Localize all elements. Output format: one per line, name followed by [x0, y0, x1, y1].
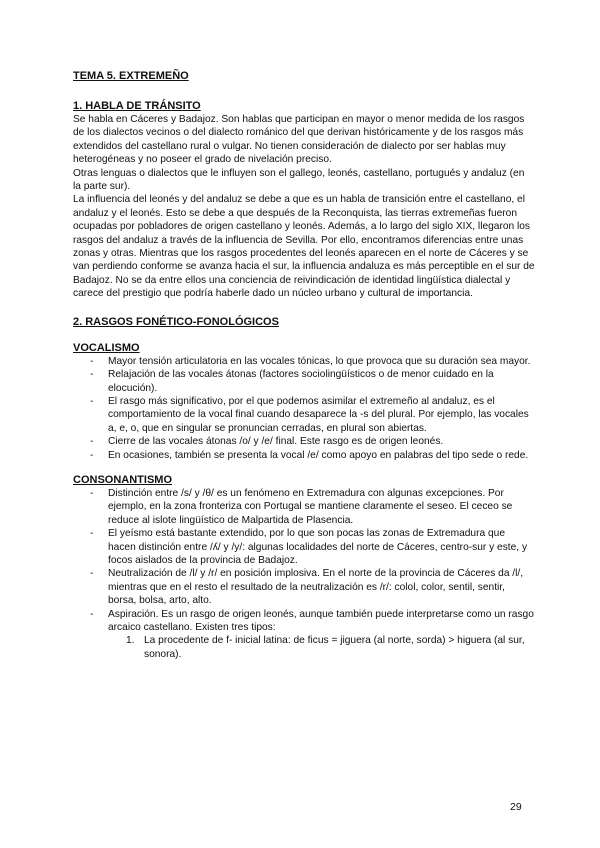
list-item: - El yeísmo está bastante extendido, por lo que son pocas las zonas de Extremadura que hacen distinción entre /ʎ/ y /y/: algunas localidades del norte de Cáceres, centro-sur y este, y focos aislados de la provincia de Badajoz.	[73, 527, 535, 567]
list-item: - Cierre de las vocales átonas /o/ y /e/ final. Este rasgo es de origen leonés.	[73, 435, 535, 448]
list-item: - Relajación de las vocales átonas (factores sociolingüísticos o de menor cuidado en la elocución).	[73, 368, 535, 395]
list-item: - Distinción entre /s/ y /θ/ es un fenómeno en Extremadura con algunas excepciones. Por ejemplo, en la zona fronteriza con Portugal se mantiene claramente el seseo. El ceceo se reduce al islote lingüístico de Malpartida de Plasencia.	[73, 487, 535, 527]
vocalismo-list	[73, 355, 535, 462]
document-page	[73, 70, 535, 661]
sublist-text: La procedente de f- inicial latina: de ficus = jiguera (al norte, sorda) > higuera (al sur, sonora).	[144, 635, 525, 660]
document-title: TEMA 5. EXTREMEÑO	[73, 70, 189, 82]
consonantismo-list	[73, 487, 535, 634]
sublist-marker: 1.	[126, 635, 135, 647]
section-1-heading: 1. HABLA DE TRÁNSITO	[73, 100, 201, 112]
section-1-paragraph-2: Otras lenguas o dialectos que le influyen son el gallego, leonés, castellano, portugués y andaluz (en la parte sur).	[73, 167, 525, 193]
vocalismo-heading: VOCALISMO	[73, 341, 140, 354]
list-item: - En ocasiones, también se presenta la vocal /e/ como apoyo en palabras del tipo sede o rede.	[73, 449, 535, 462]
list-item: - Aspiración. Es un rasgo de origen leonés, aunque también puede interpretarse como un rasgo arcaico castellano. Existen tres tipos:	[73, 608, 535, 635]
page-number: 29	[510, 801, 522, 813]
sublist-item	[73, 634, 535, 661]
aspiracion-sublist	[73, 634, 535, 661]
consonantismo-heading: CONSONANTISMO	[73, 473, 172, 486]
section-1-paragraph-1: Se habla en Cáceres y Badajoz. Son hablas que participan en mayor o menor medida de los rasgos de los dialectos vecinos o del dialecto románico del que derivan históricamente y de los rasgos más extendidos del castellano rural o vulgar. No tienen consideración de dialecto por ser hablas muy heterogéneas y no poseer el grado de nivelación preciso.	[73, 114, 525, 166]
list-item: - Mayor tensión articulatoria en las vocales tónicas, lo que provoca que su duración sea mayor.	[73, 355, 535, 368]
list-item: - Neutralización de /l/ y /r/ en posición implosiva. En el norte de la provincia de Cáceres da /l/, mientras que en el resto el resultado de la neutralización es /r/: colol, color, sentil, sentir, borsa, bolsa, arto, alto.	[73, 567, 535, 607]
list-item: - El rasgo más significativo, por el que podemos asimilar el extremeño al andaluz, es el comportamiento de la vocal final cuando desaparece la -s del plural. Por ejemplo, las vocales a, e, o, que en singular se pronuncian cerradas, en plural son abiertas.	[73, 395, 535, 435]
section-2-heading: 2. RASGOS FONÉTICO-FONOLÓGICOS	[73, 315, 279, 328]
section-1-paragraph-3: La influencia del leonés y del andaluz se debe a que es un habla de transición entre el castellano, el andaluz y el leonés. Esto se debe a que después de la Reconquista, las tierras extremeñas fueron ocupadas por pobladores de origen castellano y leonés. Además, a lo largo del siglo XIX, llegaron los rasgos del andaluz a través de la influencia de Sevilla. Por ello, encontramos diferencias entre unas zonas y otras. Mientras que los rasgos procedentes del leonés aparecen en el norte de Cáceres y se van perdiendo conforme se avanza hacia el sur, la influencia andaluza es más perceptible en el sur de Badajoz. No se da entre ellos una conciencia de reivindicación de identidad lingüística dialectal y carece del prestigio que podría haberle dado un núcleo urbano y cultural de importancia.	[73, 194, 535, 300]
